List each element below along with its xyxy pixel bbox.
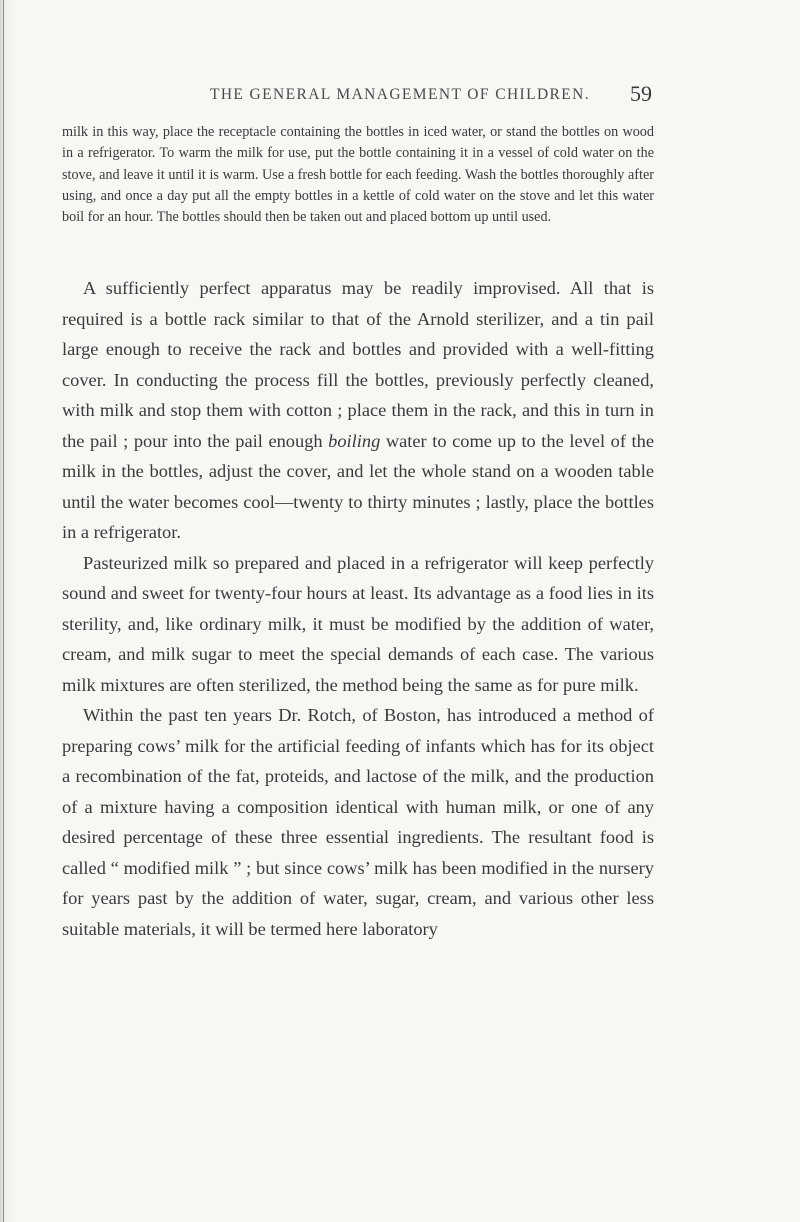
paragraph-modified-milk: Within the past ten years Dr. Rotch, of Boston, has introduced a method of preparing cows’ milk for the artificial feeding of infants which has for its object a recombination of the fat, proteids, and lactose of the milk, and the production of a mixture having a composition identical with human milk, or one of any desired percentage of these three essential ingredients. The resultant food is called “ modified milk ” ; but since cows’ milk has been modified in the nursery for years past by the addition of water, sugar, cream, and various other less suitable materials, it will be termed here laboratory xyxy=(62,705,654,939)
small-print-paragraph: milk in this way, place the receptacle containing the bottles in iced water, or stand the bottles on wood in a refrigerator. To warm the milk for use, put the bottle containing it in a vessel of cold water on the stove, and leave it until it is warm. Use a fresh bottle for each feeding. Wash the bottles thoroughly after using, and once a day put all the empty bottles in a kettle of cold water on the stove and let this water boil for an hour. The bottles should then be taken out and placed bottom up until used. xyxy=(62,124,654,226)
running-head: THE GENERAL MANAGEMENT OF CHILDREN. xyxy=(209,86,591,103)
paragraph-apparatus xyxy=(62,273,654,548)
binding-line xyxy=(3,0,4,1222)
italic-word-boiling: boiling xyxy=(328,430,381,451)
paragraph-pasteurized-milk: Pasteurized milk so prepared and placed in a refrigerator will keep perfectly sound and sweet for twenty-four hours at least. Its advantage as a food lies in its sterility, and, like ordinary milk, it must be modified by the addition of water, cream, and milk sugar to meet the special demands of each case. The various milk mixtures are often sterilized, the method being the same as for pure milk. xyxy=(62,552,654,695)
page-number: 59 xyxy=(630,81,652,106)
paragraph-apparatus-text-1: A sufficiently perfect apparatus may be readily improvised. All that is required is a bottle rack similar to that of the Arnold sterilizer, and a tin pail large enough to receive the rack and bottles and provided with a well-fitting cover. In conducting the process fill the bottles, previously perfectly cleaned, with milk and stop them with cotton ; place them in the rack, and this in turn in the pail ; pour into the pail enough xyxy=(62,278,654,451)
main-text-block xyxy=(62,273,654,944)
paragraph-apparatus-text-2: water to come up to the level of the milk in the bottles, adjust the cover, and let the whole stand on a wooden table until the water becomes cool—twenty to thirty minutes ; lastly, place the bottles in a refrigerator. xyxy=(62,430,654,542)
small-print-block xyxy=(62,122,654,228)
